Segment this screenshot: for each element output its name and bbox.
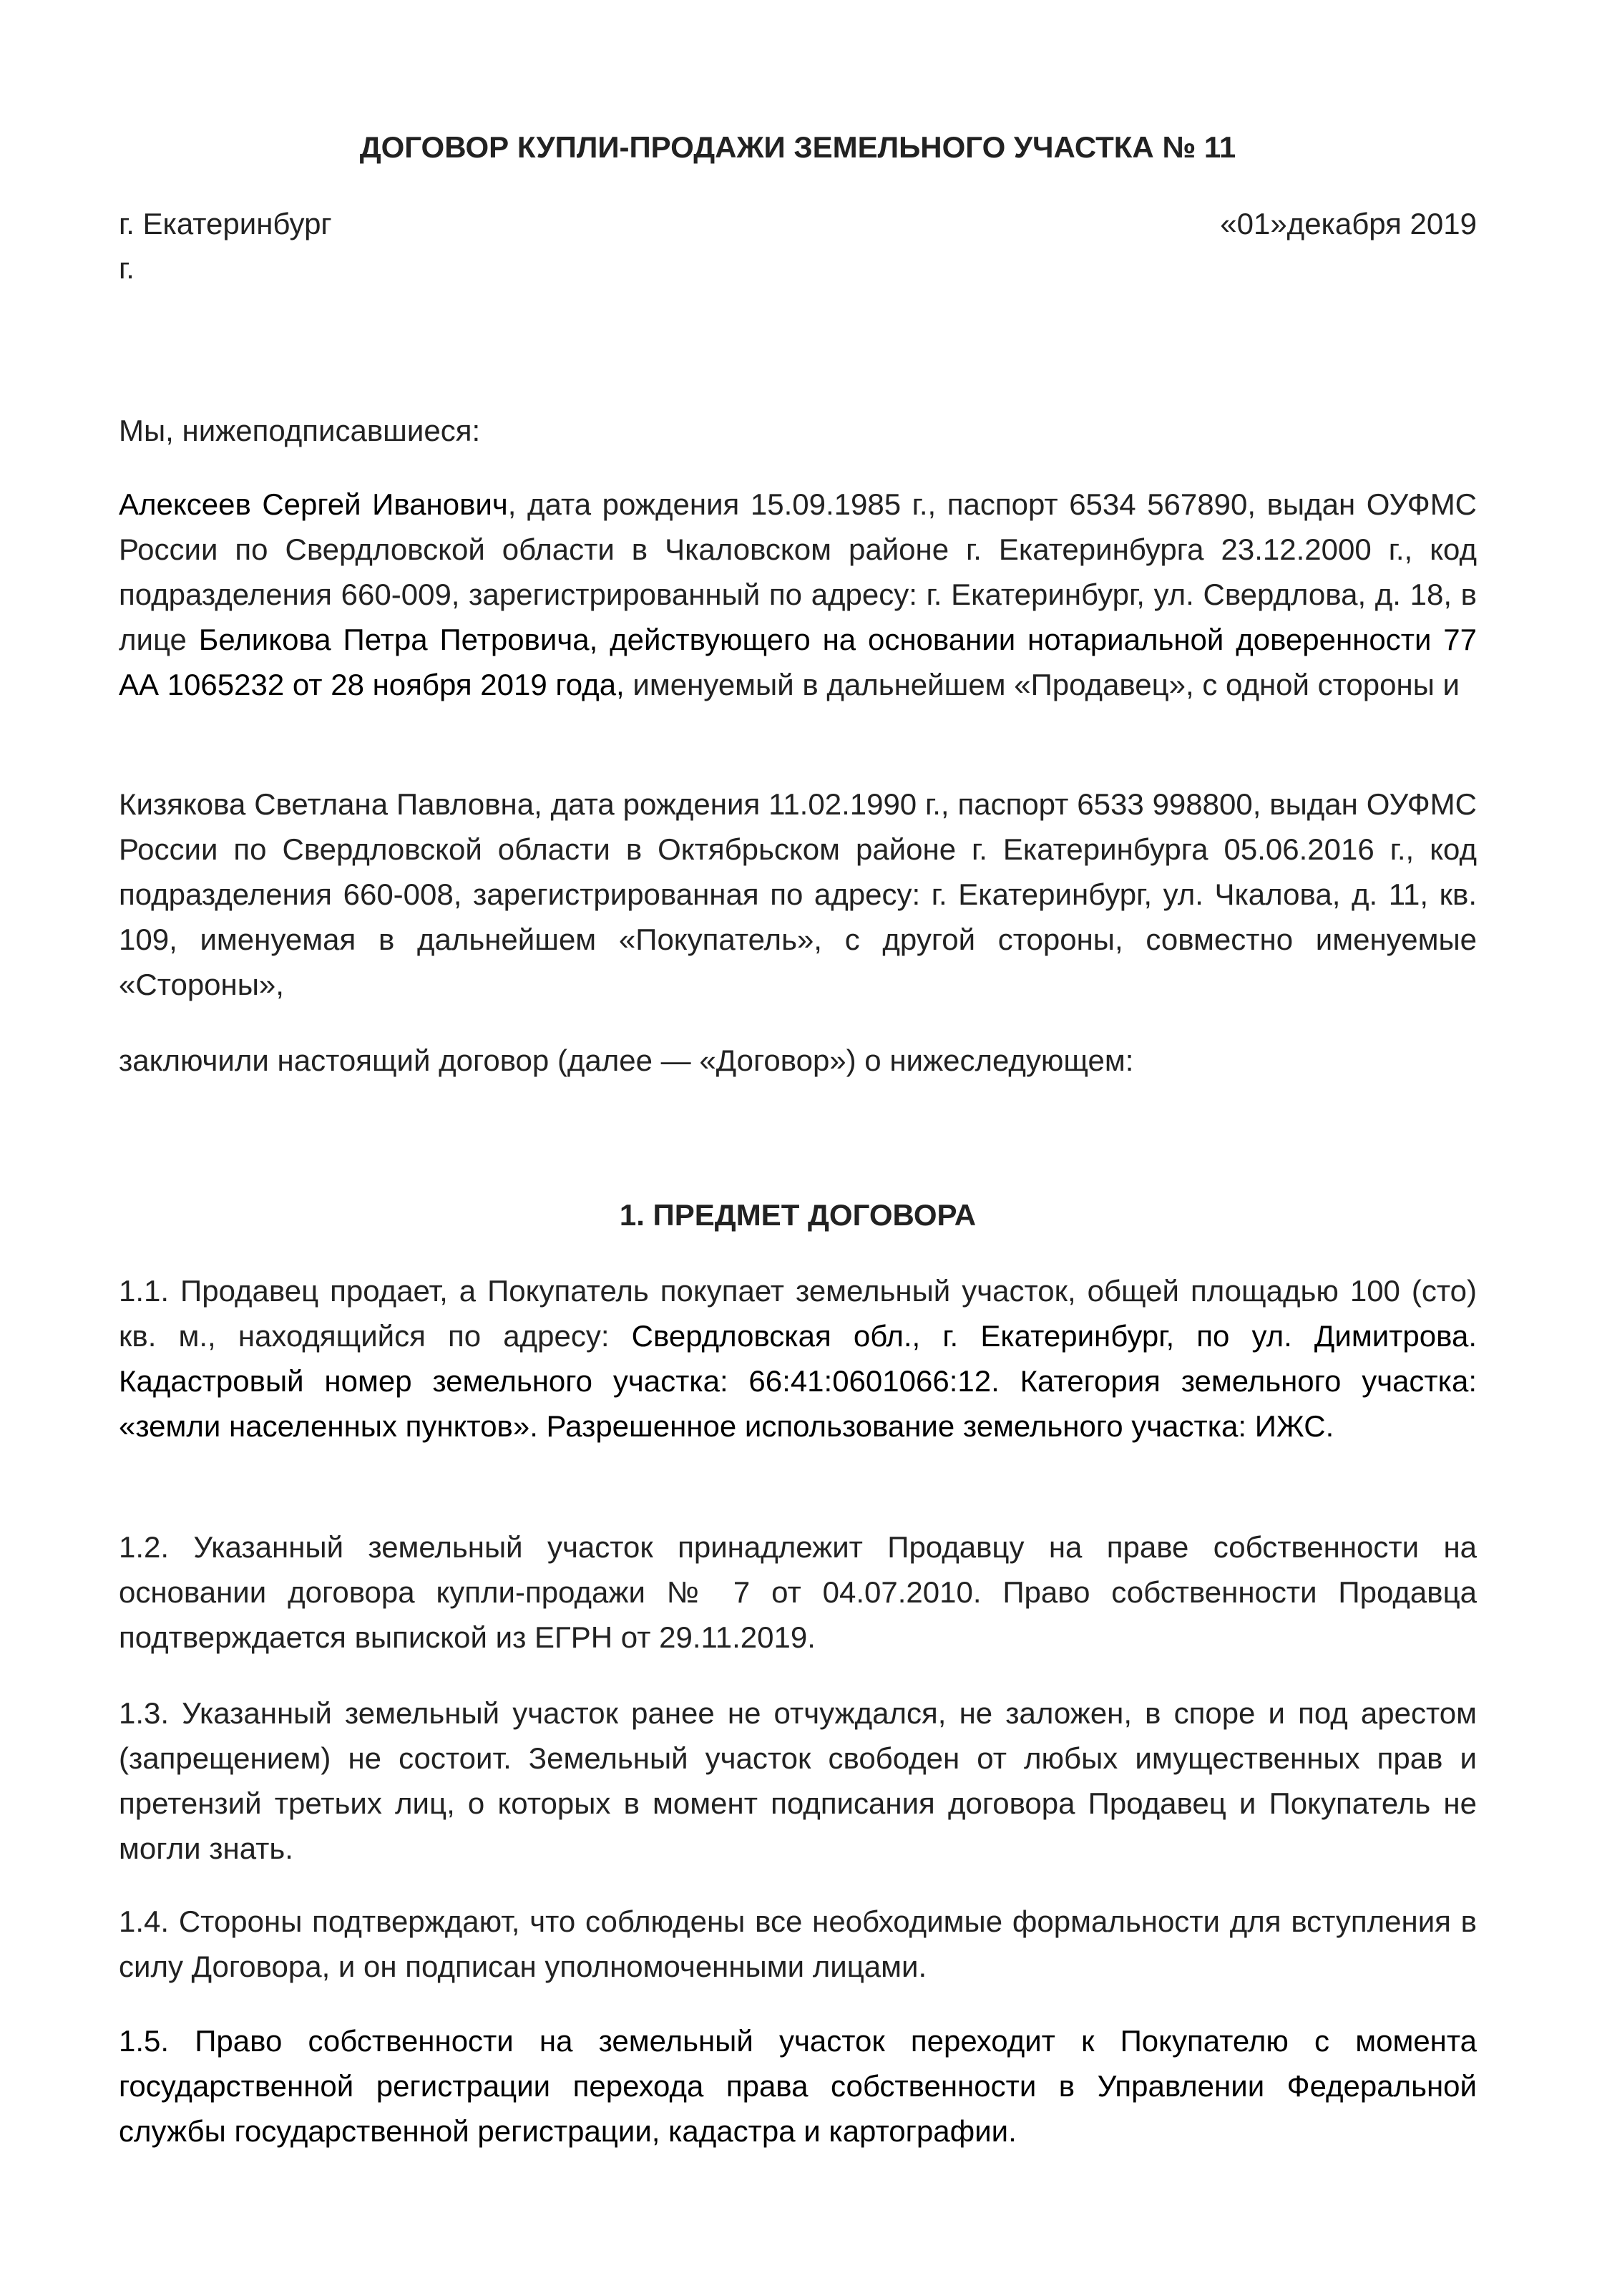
seller-representative: Беликова Петра Петровича, действующего на основании нотариальной доверенности 77 АА 1065232 от 28 ноября 2019 года, <box>119 623 1477 701</box>
seller-role: именуемый в дальнейшем «Продавец», с одной стороны и <box>624 668 1460 701</box>
clause-1-3: 1.3. Указанный земельный участок ранее не отчуждался, не заложен, в споре и под арестом (запрещением) не состоит. Земельный участок свободен от любых имущественных прав и претензий третьих лиц, о которых в момент подписания договора Продавец и Покупатель не могли знать. <box>119 1696 1477 1865</box>
clause-1-1 <box>119 1268 1477 1449</box>
document-title: ДОГОВОР КУПЛИ-ПРОДАЖИ ЗЕМЕЛЬНОГО УЧАСТКА № 11 <box>359 130 1236 164</box>
seller-details: , дата рождения 15.09.1985 г., паспорт 6534 567890, выдан ОУФМС России по Свердловской области в Чкаловском районе г. Екатеринбурга 23.12.2000 г., код подразделения 660-009, зарегистрированный по адресу: г. Екатеринбург, ул. Свердлова, д. 18, в лице <box>119 487 1478 656</box>
clause-1-1-part-b: Свердловская обл., г. Екатеринбург, по ул. Димитрова. Кадастровый номер земельного участка: 66:41:0601066:12. Категория земельного участка: «земли населенных пунктов». Разрешенное использование земельного участка: ИЖС. <box>119 1319 1477 1443</box>
contract-city-suffix: г. <box>119 251 135 285</box>
section-1-title: 1. ПРЕДМЕТ ДОГОВОРА <box>619 1198 977 1232</box>
seller-name: Алексеев Сергей Иванович <box>119 487 508 521</box>
clause-1-5: 1.5. Право собственности на земельный участок переходит к Покупателю с момента государственной регистрации перехода права собственности в Управлении Федеральной службы государственной регистрации, кадастра и картографии. <box>119 2024 1477 2148</box>
intro-paragraph: Мы, нижеподписавшиеся: <box>119 414 481 447</box>
conclusion-paragraph: заключили настоящий договор (далее — «Договор») о нижеследующем: <box>119 1044 1134 1077</box>
contract-date: «01»декабря 2019 <box>1220 207 1477 240</box>
clause-1-2: 1.2. Указанный земельный участок принадлежит Продавцу на праве собственности на основании договора купли-продажи № 7 от 04.07.2010. Право собственности Продавца подтверждается выпиской из ЕГРН от 29.11.2019. <box>119 1530 1477 1654</box>
buyer-paragraph: Кизякова Светлана Павловна, дата рождения 11.02.1990 г., паспорт 6533 998800, выдан ОУФМС России по Свердловской области в Октябрьском районе г. Екатеринбурга 05.06.2016 г., код подразделения 660-008, зарегистрированная по адресу: г. Екатеринбург, ул. Чкалова, д. 11, кв. 109, именуемая в дальнейшем «Покупатель», с другой стороны, совместно именуемые «Стороны», <box>119 787 1477 1001</box>
seller-paragraph <box>119 482 1477 707</box>
clause-1-4: 1.4. Стороны подтверждают, что соблюдены все необходимые формальности для вступления в силу Договора, и он подписан уполномоченными лицами. <box>119 1905 1477 1983</box>
contract-city: г. Екатеринбург <box>119 207 332 240</box>
clause-1-1-part-a: 1.1. Продавец продает, а Покупатель покупает земельный участок, общей площадью 100 (сто) кв. м., находящийся по адресу: <box>119 1274 1477 1353</box>
